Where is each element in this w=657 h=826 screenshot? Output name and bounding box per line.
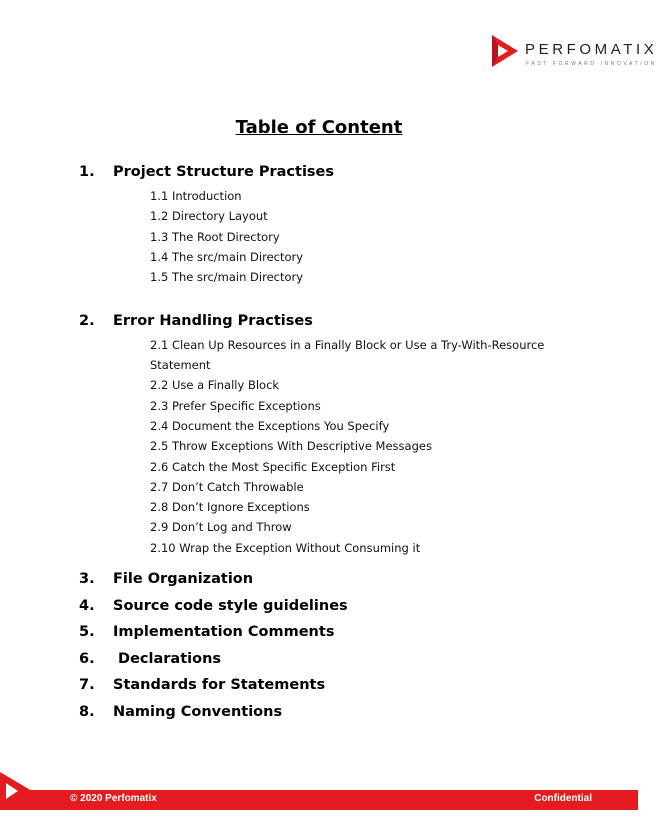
toc-section-4: [79, 596, 348, 616]
toc-section-7: [79, 675, 325, 695]
section-number: 8.: [79, 704, 95, 720]
toc-item-2-9: 2.9 Don’t Log and Throw: [150, 520, 292, 534]
section-label: Source code style guidelines: [113, 598, 348, 614]
toc-item-2-5: 2.5 Throw Exceptions With Descriptive Messages: [150, 439, 432, 453]
section-number: 5.: [79, 624, 95, 640]
section-number: 4.: [79, 598, 95, 614]
toc-section-8: [79, 702, 282, 722]
toc-section-1: [79, 162, 334, 182]
footer-logo-mark-icon: [0, 772, 34, 810]
section-label: Declarations: [113, 651, 222, 667]
section-number: 1.: [79, 164, 95, 180]
section-number: 7.: [79, 677, 95, 693]
footer-copyright: © 2020 Perfomatix: [70, 793, 157, 804]
page-footer: [0, 790, 638, 810]
toc-item-1-5: 1.5 The src/main Directory: [150, 270, 304, 284]
section-label: File Organization: [113, 571, 254, 587]
perfomatix-logo-mark-icon: [489, 34, 519, 68]
section-label: Error Handling Practises: [113, 313, 313, 329]
section-label: Implementation Comments: [113, 624, 335, 640]
toc-item-2-7: 2.7 Don’t Catch Throwable: [150, 480, 304, 494]
logo-tagline: FAST FORWARD INNOVATION: [526, 61, 657, 67]
toc-item-2-4: 2.4 Document the Exceptions You Specify: [150, 419, 390, 433]
section-label: Standards for Statements: [113, 677, 326, 693]
toc-item-2-1: 2.1 Clean Up Resources in a Finally Block or Use a Try-With-Resource: [150, 338, 545, 352]
section-label: Naming Conventions: [113, 704, 283, 720]
toc-item-1-4: 1.4 The src/main Directory: [150, 250, 304, 264]
toc-item-2-6: 2.6 Catch the Most Specific Exception First: [150, 460, 396, 474]
toc-section-3: [79, 569, 253, 589]
toc-section-6: [79, 649, 221, 669]
section-number: 2.: [79, 313, 95, 329]
toc-item-2-8: 2.8 Don’t Ignore Exceptions: [150, 500, 310, 514]
footer-confidential: Confidential: [534, 793, 592, 804]
toc-item-2-2: 2.2 Use a Finally Block: [150, 378, 280, 392]
toc-item-2-10: 2.10 Wrap the Exception Without Consuming it: [150, 541, 421, 555]
section-number: 6.: [79, 651, 95, 667]
section-number: 3.: [79, 571, 95, 587]
toc-item-2-3: 2.3 Prefer Specific Exceptions: [150, 399, 321, 413]
perfomatix-logo: [489, 34, 657, 74]
toc-item-1-3: 1.3 The Root Directory: [150, 230, 280, 244]
toc-item-1-2: 1.2 Directory Layout: [150, 209, 268, 223]
logo-name: PERFOMATIX: [525, 41, 657, 58]
toc-section-2: [79, 311, 313, 331]
page-title: Table of Content: [235, 117, 403, 138]
toc-item-2-1-cont: Statement: [150, 358, 211, 372]
toc-item-1-1: 1.1 Introduction: [150, 189, 242, 203]
toc-section-5: [79, 622, 334, 642]
section-label: Project Structure Practises: [113, 164, 335, 180]
